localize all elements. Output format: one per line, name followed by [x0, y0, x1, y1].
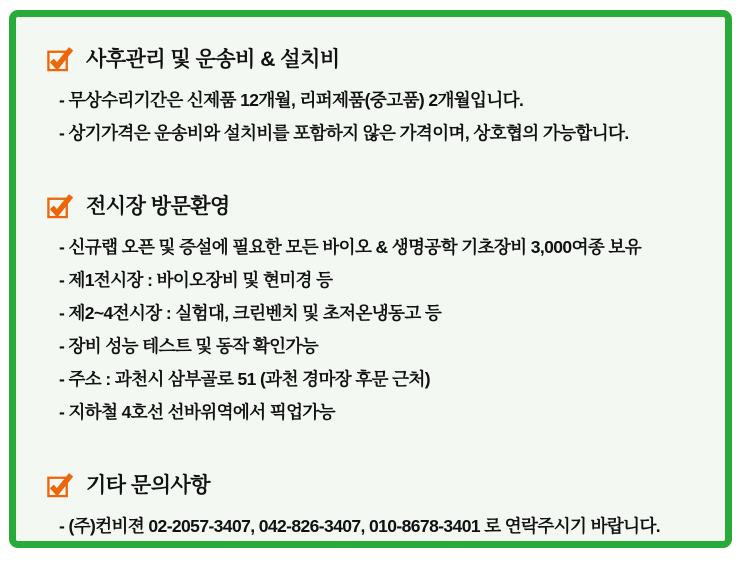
section-aftercare	[46, 43, 717, 150]
notice-item: - 상기가격은 운송비와 설치비를 포함하지 않은 가격이며, 상호협의 가능합니다.	[59, 123, 629, 143]
section-contact	[46, 469, 717, 543]
section-items	[46, 84, 717, 150]
checked-checkbox-icon	[46, 45, 73, 72]
notice-item: - 신규랩 오픈 및 증설에 필요한 모든 바이오 & 생명공학 기초장비 3,000여종 보유	[59, 237, 642, 257]
section-items	[46, 231, 717, 429]
checked-checkbox-icon	[46, 192, 73, 219]
section-title: 사후관리 및 운송비 & 설치비	[86, 48, 340, 71]
section-title: 기타 문의사항	[86, 474, 211, 497]
notice-item: - 제2~4전시장 : 실험대, 크린벤치 및 초저온냉동고 등	[59, 303, 442, 323]
section-header	[46, 469, 717, 499]
section-header	[46, 43, 717, 73]
notice-item: - 주소 : 과천시 삼부골로 51 (과천 경마장 후문 근처)	[59, 369, 431, 389]
section-header	[46, 190, 717, 220]
section-showroom	[46, 190, 717, 429]
notice-item: - 지하철 4호선 선바위역에서 픽업가능	[59, 402, 335, 422]
notice-item: - 장비 성능 테스트 및 동작 확인가능	[59, 336, 319, 356]
notice-item: - (주)컨비젼 02-2057-3407, 042-826-3407, 010-8678-3401 로 연락주시기 바랍니다.	[59, 516, 661, 536]
section-title: 전시장 방문환영	[86, 195, 230, 218]
notice-item: - 무상수리기간은 신제품 12개월, 리퍼제품(중고품) 2개월입니다.	[59, 90, 524, 110]
checked-checkbox-icon	[46, 471, 73, 498]
section-items	[46, 510, 717, 543]
notice-card	[9, 10, 732, 548]
notice-item: - 제1전시장 : 바이오장비 및 현미경 등	[59, 270, 333, 290]
